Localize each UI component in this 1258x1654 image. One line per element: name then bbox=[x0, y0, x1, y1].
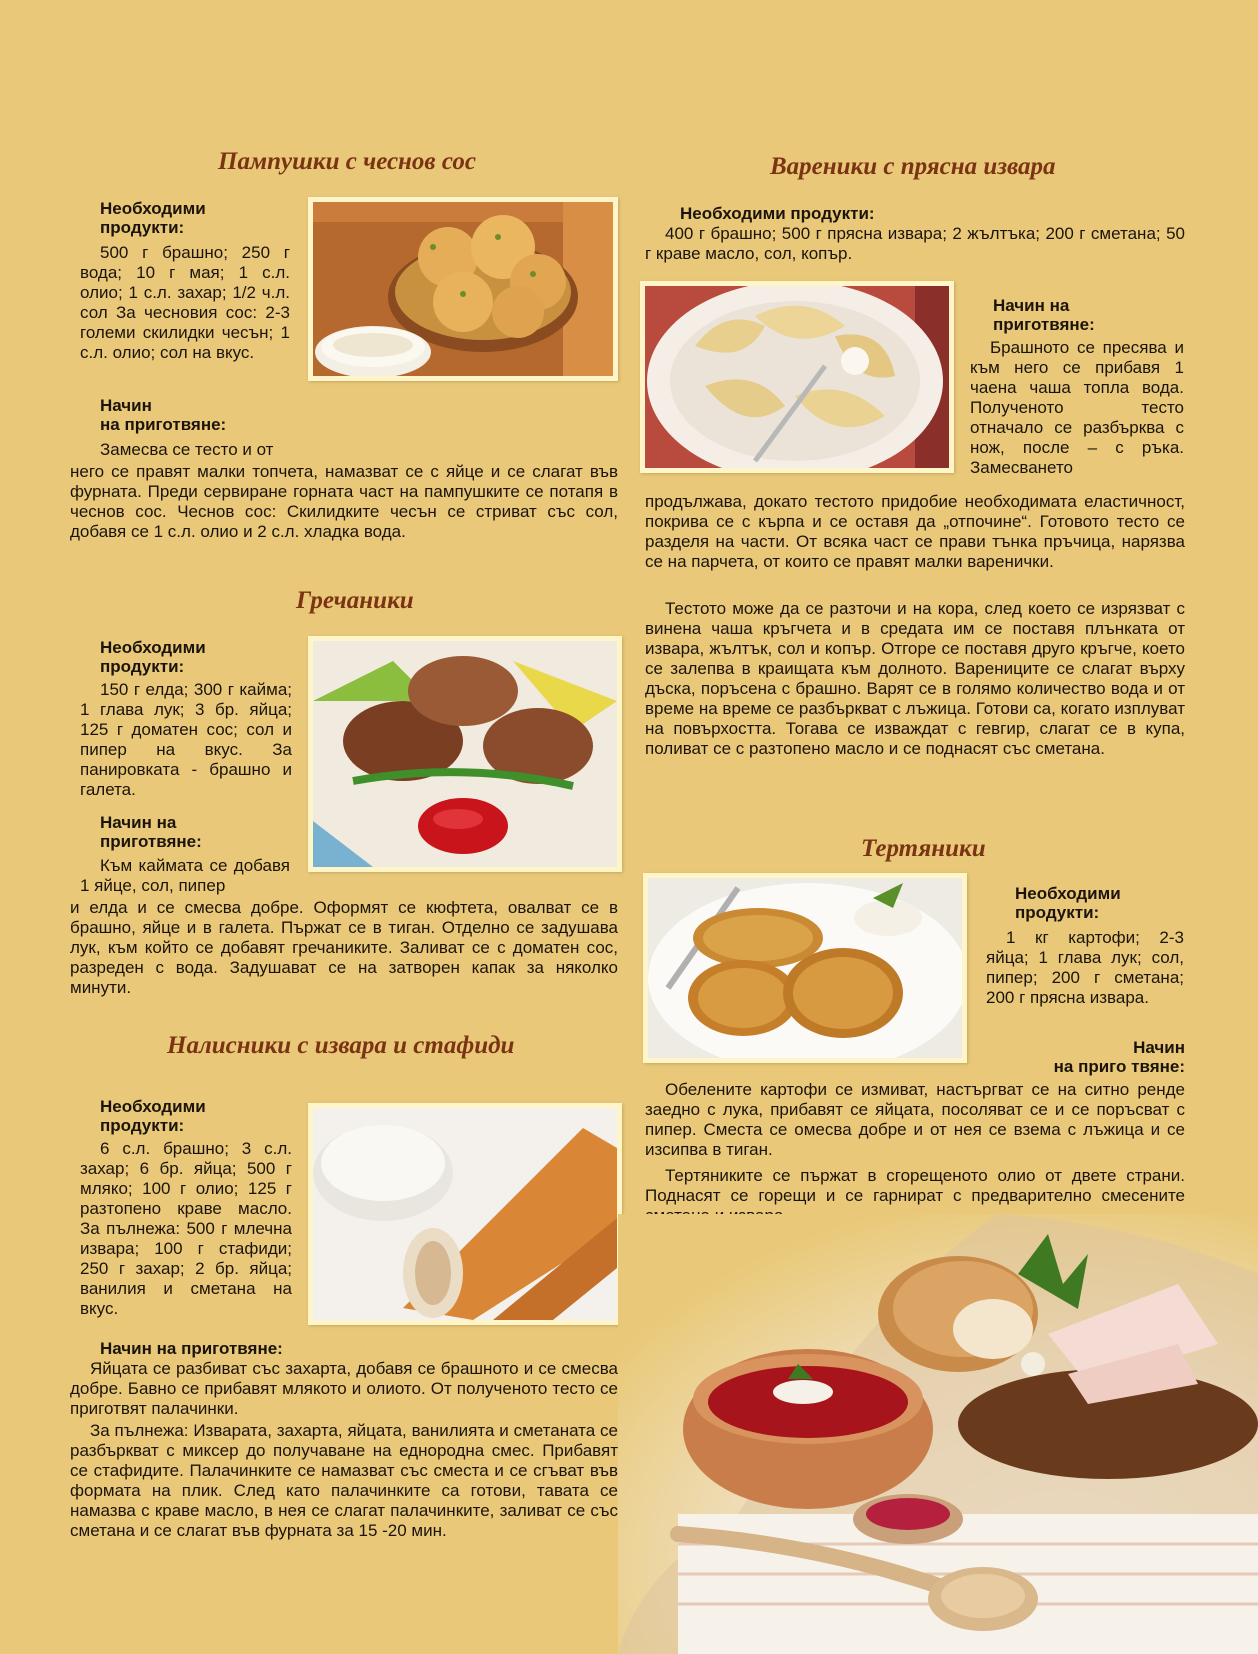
products-text-tertyaniki: 1 кг картофи; 2-3 яйца; 1 глава лук; сол, пипер; 200 г сметана; 200 г прясна извара. bbox=[986, 928, 1184, 1007]
recipe-title-pampushki: Пампушки с чеснов сос bbox=[218, 148, 476, 175]
decorative-borscht-image bbox=[618, 1214, 1258, 1654]
recipe-title-tertyaniki: Тертяники bbox=[861, 835, 986, 862]
products-heading-grechaniki: Необходими продукти: bbox=[100, 638, 206, 676]
method-text-grechaniki-intro: Към каймата се добавя 1 яйце, сол, пипер bbox=[80, 856, 290, 895]
method-text-nalisniki-2: За пълнежа: Изварата, захарта, яйцата, ванилията и сметаната се разбъркват с миксер до получаване на еднородна смес. Прибавят се стафидите. Палачинките се намазват със сместа и се сгъват във формата на плик. След като палачинките са готови, тавата се намазва с краве масло, в нея се слагат палачинките, заливат се със сметана и се слагат във фурната за 15 -20 мин. bbox=[70, 1421, 618, 1540]
method-text-vareniki-1: Брашното се пресява и към него се прибавя 1 чаена чаша топла вода. Полученото тесто отначало се разбърква с нож, после – с ръка. Замесването bbox=[970, 338, 1184, 477]
recipe-title-vareniki: Вареники с прясна извара bbox=[770, 153, 1056, 180]
products-text-nalisniki: 6 с.л. брашно; 3 с.л. захар; 6 бр. яйца; 500 г мляко; 100 г олио; 125 г разтопено краве масло. За пълнежа: 500 г млечна извара; 100 г стафиди; 250 г захар; 2 бр. яйца; ванилия и сметана на вкус. bbox=[80, 1139, 292, 1318]
method-text-tertyaniki-1: Обелените картофи се измиват, настъргват се на ситно ренде заедно с лука, прибавят се яйцата, посоляват се и се поръсват с пипер. Сместа се омесва добре и от нея се взема с лъжица и се изсипва в тиган. bbox=[645, 1080, 1185, 1159]
method-text-pampushki-intro: Замесва се тесто и от bbox=[100, 440, 274, 459]
method-text-vareniki-2: продължава, докато тестото придобие необходимата еластичност, покрива се с кърпа и се оставя да „отпочине“. Готовото тесто се разделя на части. От всяка част се прави тънка пръчица, нарязва се на парчета, от които се правят малки варенички. bbox=[645, 492, 1185, 571]
products-heading-nalisniki: Необходими продукти: bbox=[100, 1097, 206, 1135]
method-heading-pampushki: Начин на приготвяне: bbox=[100, 396, 227, 434]
method-text-grechaniki: и елда и се смесва добре. Оформят се кюфтета, овалват се в брашно, яйце и в галета. Пържат се в тиган. Отделно се задушава лук, към който се добавят гречаниките. Заливат се с доматен сос, разреден с вода. Задушават се на затворен капак за няколко минути. bbox=[70, 898, 618, 997]
products-text-pampushki: 500 г брашно; 250 г вода; 10 г мая; 1 с.л. олио; 1 с.л. захар; 1/2 ч.л. сол За чесновия сос: 2-3 големи скилидки чесън; 1 с.л. олио; сол на вкус. bbox=[80, 243, 290, 362]
photo-tertyaniki bbox=[643, 873, 967, 1063]
photo-pampushki bbox=[308, 197, 618, 381]
photo-vareniki bbox=[640, 281, 954, 473]
method-heading-nalisniki: Начин на приготвяне: bbox=[100, 1339, 283, 1358]
products-heading-tertyaniki: Необходими продукти: bbox=[1015, 884, 1121, 922]
products-heading-vareniki: Необходими продукти: bbox=[680, 204, 875, 223]
method-heading-grechaniki: Начин на приготвяне: bbox=[100, 813, 202, 851]
recipe-title-grechaniki: Гречаники bbox=[296, 587, 414, 614]
photo-grechaniki bbox=[308, 636, 622, 872]
method-heading-vareniki: Начин на приготвяне: bbox=[993, 296, 1095, 334]
method-text-nalisniki-1: Яйцата се разбиват със захарта, добавя се брашното и се смесва добре. Бавно се прибавят млякото и олиото. От полученото тесто се приготвят палачинки. bbox=[70, 1359, 618, 1418]
products-text-vareniki: 400 г брашно; 500 г прясна извара; 2 жълтъка; 200 г сметана; 50 г краве масло, сол, копър. bbox=[645, 224, 1185, 263]
method-text-tertyaniki-2: Тертяниките се пържат в сгорещеното олио от двете страни. Поднасят се горещи и се гарнират с предварително смесените bbox=[645, 1166, 1185, 1205]
recipe-title-nalisniki: Налисники с извара и стафиди bbox=[167, 1032, 515, 1059]
method-text-pampushki: него се правят малки топчета, намазват се с яйце и се слагат във фурната. Преди сервиране горната част на пампушките се потапя в чеснов сос. Чеснов сос: Скилидките чесън се стриват със сол, добавя се 1 с.л. олио и 2 с.л. хладка вода. bbox=[70, 462, 618, 541]
photo-nalisniki bbox=[308, 1103, 622, 1325]
method-heading-tertyaniki: Начин на приго твяне: bbox=[1053, 1038, 1185, 1076]
products-heading-pampushki: Необходими продукти: bbox=[100, 199, 206, 237]
products-text-grechaniki: 150 г елда; 300 г кайма; 1 глава лук; 3 бр. яйца; 125 г доматен сос; сол и пипер на вкус. За панировката - брашно и галета. bbox=[80, 680, 292, 799]
method-text-vareniki-3: Тестото може да се разточи и на кора, след което се изрязват с винена чаша кръгчета и в средата им се поставя плънката от извара, жълтък, сол и копър. Отгоре се поставя друго кръгче, което се залепва в краищата към долното. Варениците се слагат върху дъска, поръсена с брашно. Варят се в голямо количество вода и от време на време се разбъркват с лъжица. Готови са, когато изплуват на повърхостта. Тогава се изваждат с гевгир, слагат се в купа, поливат се с разтопено масло и се поднасят със сметана. bbox=[645, 599, 1185, 758]
